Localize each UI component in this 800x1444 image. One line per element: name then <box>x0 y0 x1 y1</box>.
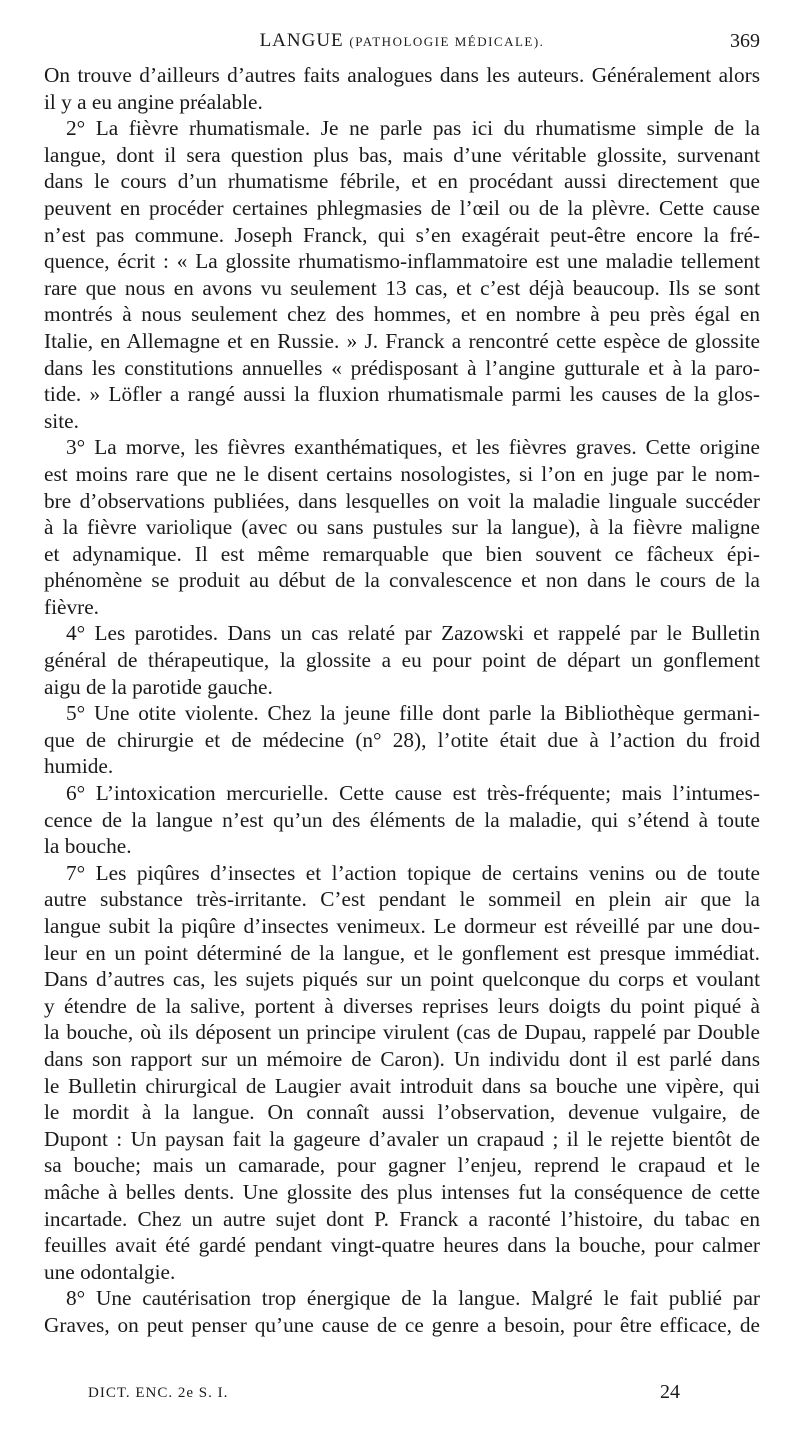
text-line: montrés à nous seulement chez des hommes, et en nombre à peu près égal en <box>44 302 760 327</box>
text-line: dans son rapport sur un mémoire de Caron). Un individu dont il est parlé dans <box>44 1046 760 1071</box>
text-line: cence de la langue n’est qu’un des éléments de la maladie, qui s’étend à toute <box>44 807 760 832</box>
text-line: peuvent en procéder certaines phlegmasies de l’œil ou de la plèvre. Cette cause <box>44 195 760 220</box>
text-line: le mordit à la langue. On connaît aussi l’observation, devenue vulgaire, de <box>44 1100 760 1125</box>
text-line: 8° Une cautérisation trop énergique de la langue. Malgré le fait publié par <box>66 1286 760 1311</box>
header-subtitle: (PATHOLOGIE MÉDICALE). <box>349 34 545 49</box>
text-line: On trouve d’ailleurs d’autres faits analogues dans les auteurs. Généralement alors <box>44 63 760 87</box>
text-line: fièvre. <box>44 594 99 619</box>
text-line: leur en un point déterminé de la langue, et le gonflement est presque immédiat. <box>44 940 760 965</box>
text-line: il y a eu angine préalable. <box>44 89 263 114</box>
page-footer <box>88 1381 680 1407</box>
body-text <box>44 62 760 1339</box>
text-line: la bouche. <box>44 834 132 859</box>
text-line: sa bouche; mais un camarade, pour gagner l’enjeu, reprend le crapaud et le <box>44 1153 760 1178</box>
text-line: que de chirurgie et de médecine (n° 28), l’otite était due à l’action du froid <box>44 727 760 752</box>
text-line: site. <box>44 408 79 433</box>
signature-mark: DICT. ENC. 2e S. I. <box>88 1385 229 1401</box>
text-line: aigu de la parotide gauche. <box>44 674 273 699</box>
text-line: est moins rare que ne le disent certains nosologistes, si l’on en juge par le nom- <box>44 461 760 486</box>
text-line: autre substance très-irritante. C’est pendant le sommeil en plein air que la <box>44 887 760 912</box>
text-line: tide. » Löfler a rangé aussi la fluxion rhumatismale parmi les causes de la glos- <box>44 382 760 407</box>
text-line: n’est pas commune. Joseph Franck, qui s’en exagérait peut-être encore la fré- <box>44 222 760 247</box>
text-line: rare que nous en avons vu seulement 13 cas, et c’est déjà beaucoup. Ils se sont <box>44 275 760 300</box>
text-line: feuilles avait été gardé pendant vingt-quatre heures dans la bouche, pour calmer <box>44 1233 760 1258</box>
text-line: incartade. Chez un autre sujet dont P. Franck a raconté l’histoire, du tabac en <box>44 1206 760 1231</box>
text-line: 6° L’intoxication mercurielle. Cette cause est très-fréquente; mais l’intumes- <box>66 781 760 806</box>
text-line: général de thérapeutique, la glossite a eu pour point de départ un gonflement <box>44 648 760 673</box>
text-line: bre d’observations publiées, dans lesquelles on voit la maladie linguale succéder <box>44 488 760 513</box>
text-line: une odontalgie. <box>44 1259 176 1284</box>
text-line: 7° Les piqûres d’insectes et l’action topique de certains venins ou de toute <box>66 860 760 885</box>
text-line: quence, écrit : « La glossite rhumatismo-inflammatoire est une maladie tellement <box>44 249 760 274</box>
text-line: humide. <box>44 754 114 779</box>
text-line: langue, dont il sera question plus bas, mais d’une véritable glossite, survenant <box>44 142 760 167</box>
text-line: 3° La morve, les fièvres exanthématiques, et les fièvres graves. Cette origine <box>66 435 760 460</box>
text-line: mâche à belles dents. Une glossite des plus intenses fut la conséquence de cette <box>44 1179 760 1204</box>
text-line: Italie, en Allemagne et en Russie. » J. Franck a rencontré cette espèce de glossite <box>44 328 760 353</box>
text-line: y étendre de la salive, portent à diverses reprises leurs doigts du point piqué à <box>44 993 760 1018</box>
text-line: 2° La fièvre rhumatismale. Je ne parle pas ici du rhumatisme simple de la <box>66 116 760 141</box>
text-line: dans les constitutions annuelles « prédisposant à l’angine gutturale et à la paro- <box>44 355 760 380</box>
text-line: Dans d’autres cas, les sujets piqués sur un point quelconque du corps et voulant <box>44 967 760 992</box>
text-line: le Bulletin chirurgical de Laugier avait introduit dans sa bouche une vipère, qui <box>44 1073 760 1098</box>
text-line: phénomène se produit au début de la convalescence et non dans le cours de la <box>44 568 760 593</box>
text-line: dans le cours d’un rhumatisme fébrile, et en procédant aussi directement que <box>44 169 760 194</box>
text-line: 4° Les parotides. Dans un cas relaté par Zazowski et rappelé par le Bulletin <box>66 621 760 646</box>
text-line: à la fièvre variolique (avec ou sans pustules sur la langue), à la fièvre maligne <box>44 515 760 540</box>
header-title: LANGUE <box>259 30 344 51</box>
text-line: la bouche, où ils déposent un principe virulent (cas de Dupau, rappelé par Double <box>44 1020 760 1045</box>
text-line: langue subit la piqûre d’insectes venimeux. Le dormeur est réveillé par une dou- <box>44 914 760 938</box>
text-line: Dupont : Un paysan fait la gageure d’avaler un crapaud ; il le rejette bientôt de <box>44 1126 760 1151</box>
running-header <box>44 30 760 60</box>
sheet-number: 24 <box>660 1381 680 1403</box>
text-line: Graves, on peut penser qu’une cause de ce genre a besoin, pour être efficace, de <box>44 1312 760 1337</box>
page-number: 369 <box>730 30 760 52</box>
text-line: 5° Une otite violente. Chez la jeune fille dont parle la Bibliothèque germani- <box>66 701 760 726</box>
running-title <box>44 30 760 52</box>
text-line: et adynamique. Il est même remarquable que bien souvent ce fâcheux épi- <box>44 541 760 566</box>
